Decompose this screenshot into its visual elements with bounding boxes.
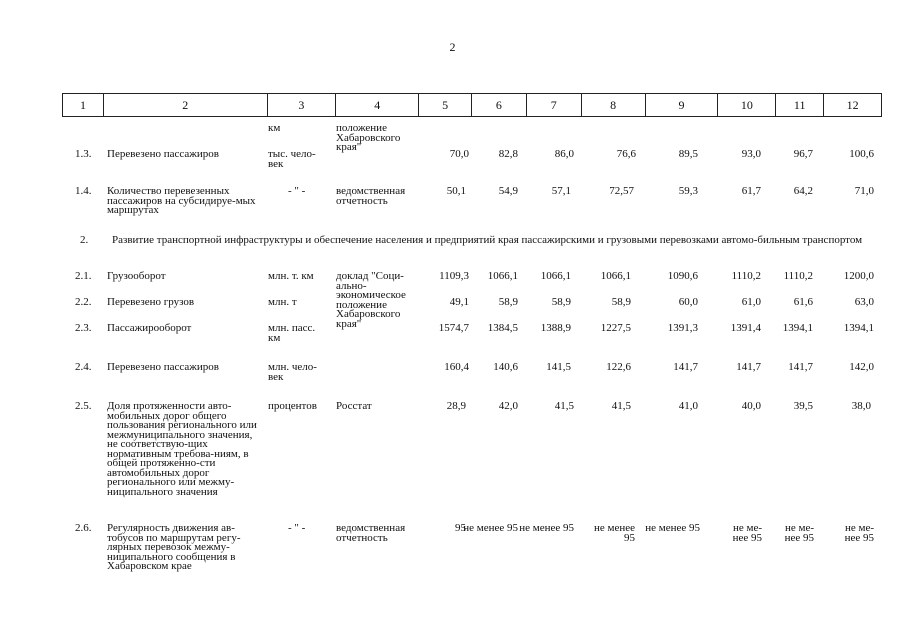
- header-cell: 8: [582, 94, 646, 116]
- value-cell: 93,0: [741, 148, 761, 160]
- value-cell: 39,5: [793, 400, 813, 412]
- value-cell: 61,0: [741, 296, 761, 308]
- value-cell: 1574,7: [438, 322, 469, 334]
- value-cell: 38,0: [851, 400, 871, 412]
- value-cell: 72,57: [609, 185, 634, 197]
- row-number: 2.2.: [75, 296, 92, 308]
- header-cell: 7: [527, 94, 582, 116]
- value-cell: 96,7: [793, 148, 813, 160]
- value-cell: 160,4: [444, 361, 469, 373]
- value-cell: 1394,1: [843, 322, 874, 334]
- value-cell: 63,0: [854, 296, 874, 308]
- header-cell: 3: [268, 94, 337, 116]
- value-cell: 1066,1: [540, 270, 571, 282]
- section-title: Развитие транспортной инфраструктуры и обеспечение населения и предприятий края пассажирскими и грузовыми перевозками автомо-бильным транспортом: [112, 234, 863, 246]
- row-name: Перевезено пассажиров: [107, 148, 219, 160]
- value-cell: 1227,5: [600, 322, 631, 334]
- header-cell: 6: [472, 94, 527, 116]
- row-unit: млн. пасс. км: [268, 322, 316, 344]
- table-header-row: [62, 93, 882, 117]
- value-cell: 28,9: [446, 400, 466, 412]
- value-cell: 1391,3: [667, 322, 698, 334]
- value-cell: 61,7: [741, 185, 761, 197]
- value-cell: 1391,4: [730, 322, 761, 334]
- value-cell: 1090,6: [667, 270, 698, 282]
- value-cell: 1066,1: [600, 270, 631, 282]
- value-cell: 1110,2: [783, 270, 813, 282]
- row-number: 1.3.: [75, 148, 92, 160]
- value-cell: 142,0: [849, 361, 874, 373]
- value-cell: 141,5: [546, 361, 571, 373]
- value-cell: 89,5: [678, 148, 698, 160]
- row-number: 2.1.: [75, 270, 92, 282]
- header-cell: 5: [419, 94, 472, 116]
- row-source: доклад "Соци-ально-экономическое положение Хабаровского края": [336, 270, 406, 330]
- value-cell: 71,0: [854, 185, 874, 197]
- row-unit: - " -: [288, 522, 306, 534]
- value-cell: 1388,9: [540, 322, 571, 334]
- value-cell: 100,6: [849, 148, 874, 160]
- value-cell: 76,6: [616, 148, 636, 160]
- row-name: Перевезено грузов: [107, 296, 195, 308]
- value-cell: не ме-нее 95: [732, 522, 762, 544]
- row-unit: млн. т. км: [268, 270, 314, 282]
- value-cell: 1109,3: [439, 270, 469, 282]
- value-cell: 57,1: [551, 185, 571, 197]
- header-cell: 12: [846, 97, 859, 112]
- value-cell: 1200,0: [843, 270, 874, 282]
- value-cell: 58,9: [551, 296, 571, 308]
- row-source: ведомственная отчетность: [336, 185, 406, 207]
- page-number: 2: [449, 40, 456, 54]
- value-cell: 1110,2: [731, 270, 761, 282]
- header-cell: 9: [646, 94, 719, 116]
- value-cell: 41,0: [678, 400, 698, 412]
- value-cell: 1394,1: [782, 322, 813, 334]
- row-unit: тыс. чело-век: [268, 148, 316, 170]
- row-number: 2.5.: [75, 400, 92, 412]
- value-cell: не менее 95: [593, 522, 635, 544]
- value-cell: 122,6: [606, 361, 631, 373]
- row-source: ведомственная отчетность: [336, 522, 406, 544]
- value-cell: 41,5: [611, 400, 631, 412]
- row-name: Количество перевезенных пассажиров на субсидируе-мых маршрутах: [107, 185, 256, 216]
- row-unit: млн. чело-век: [268, 361, 317, 383]
- row-name: Пассажирооборот: [107, 322, 192, 334]
- section-number: 2.: [80, 234, 89, 246]
- value-cell: 58,9: [498, 296, 518, 308]
- value-cell: 59,3: [678, 185, 698, 197]
- value-cell: 141,7: [736, 361, 761, 373]
- header-cell: 11: [776, 94, 824, 116]
- value-cell: 58,9: [611, 296, 631, 308]
- row-source: Росстат: [336, 400, 372, 412]
- carry-source: положение Хабаровского края": [336, 122, 401, 153]
- value-cell: не ме-нее 95: [784, 522, 814, 544]
- value-cell: 64,2: [793, 185, 813, 197]
- value-cell: не менее 95: [645, 522, 700, 534]
- carry-unit: км: [268, 122, 281, 134]
- row-number: 1.4.: [75, 185, 92, 197]
- row-name: Грузооборот: [107, 270, 166, 282]
- value-cell: 82,8: [498, 148, 518, 160]
- value-cell: 70,0: [449, 148, 469, 160]
- value-cell: 141,7: [788, 361, 813, 373]
- value-cell: 95: [455, 522, 466, 534]
- value-cell: не менее 95: [519, 522, 574, 534]
- header-cell: 1: [63, 94, 104, 116]
- row-name: Регулярность движения ав-тобусов по маршрутам регу-лярных перевозок межму-ниципального сообщения в Хабаровском крае: [107, 522, 241, 572]
- value-cell: 86,0: [554, 148, 574, 160]
- value-cell: 1066,1: [487, 270, 518, 282]
- value-cell: 42,0: [498, 400, 518, 412]
- row-unit: процентов: [268, 400, 317, 412]
- row-name: Перевезено пассажиров: [107, 361, 219, 373]
- value-cell: 1384,5: [487, 322, 518, 334]
- header-cell: 2: [104, 94, 268, 116]
- value-cell: 61,6: [793, 296, 813, 308]
- value-cell: 140,6: [493, 361, 518, 373]
- row-unit: млн. т: [268, 296, 297, 308]
- value-cell: не ме-нее 95: [844, 522, 874, 544]
- header-cell: 10: [718, 94, 776, 116]
- row-number: 2.6.: [75, 522, 92, 534]
- row-name: Доля протяженности авто-мобильных дорог общего пользования регионального или межмуниципального значения, не соответствую-щих нормативным требова-ниям, в общей протяженно-сти автомобильных дорог регионального или межму-ниципального значения: [107, 400, 257, 498]
- value-cell: не менее 95: [463, 522, 518, 534]
- value-cell: 54,9: [498, 185, 518, 197]
- value-cell: 60,0: [678, 296, 698, 308]
- header-cell: 4: [336, 94, 419, 116]
- row-unit: - " -: [288, 185, 306, 197]
- value-cell: 141,7: [673, 361, 698, 373]
- value-cell: 40,0: [741, 400, 761, 412]
- row-number: 2.4.: [75, 361, 92, 373]
- value-cell: 41,5: [554, 400, 574, 412]
- value-cell: 49,1: [449, 296, 469, 308]
- value-cell: 50,1: [446, 185, 466, 197]
- row-number: 2.3.: [75, 322, 92, 334]
